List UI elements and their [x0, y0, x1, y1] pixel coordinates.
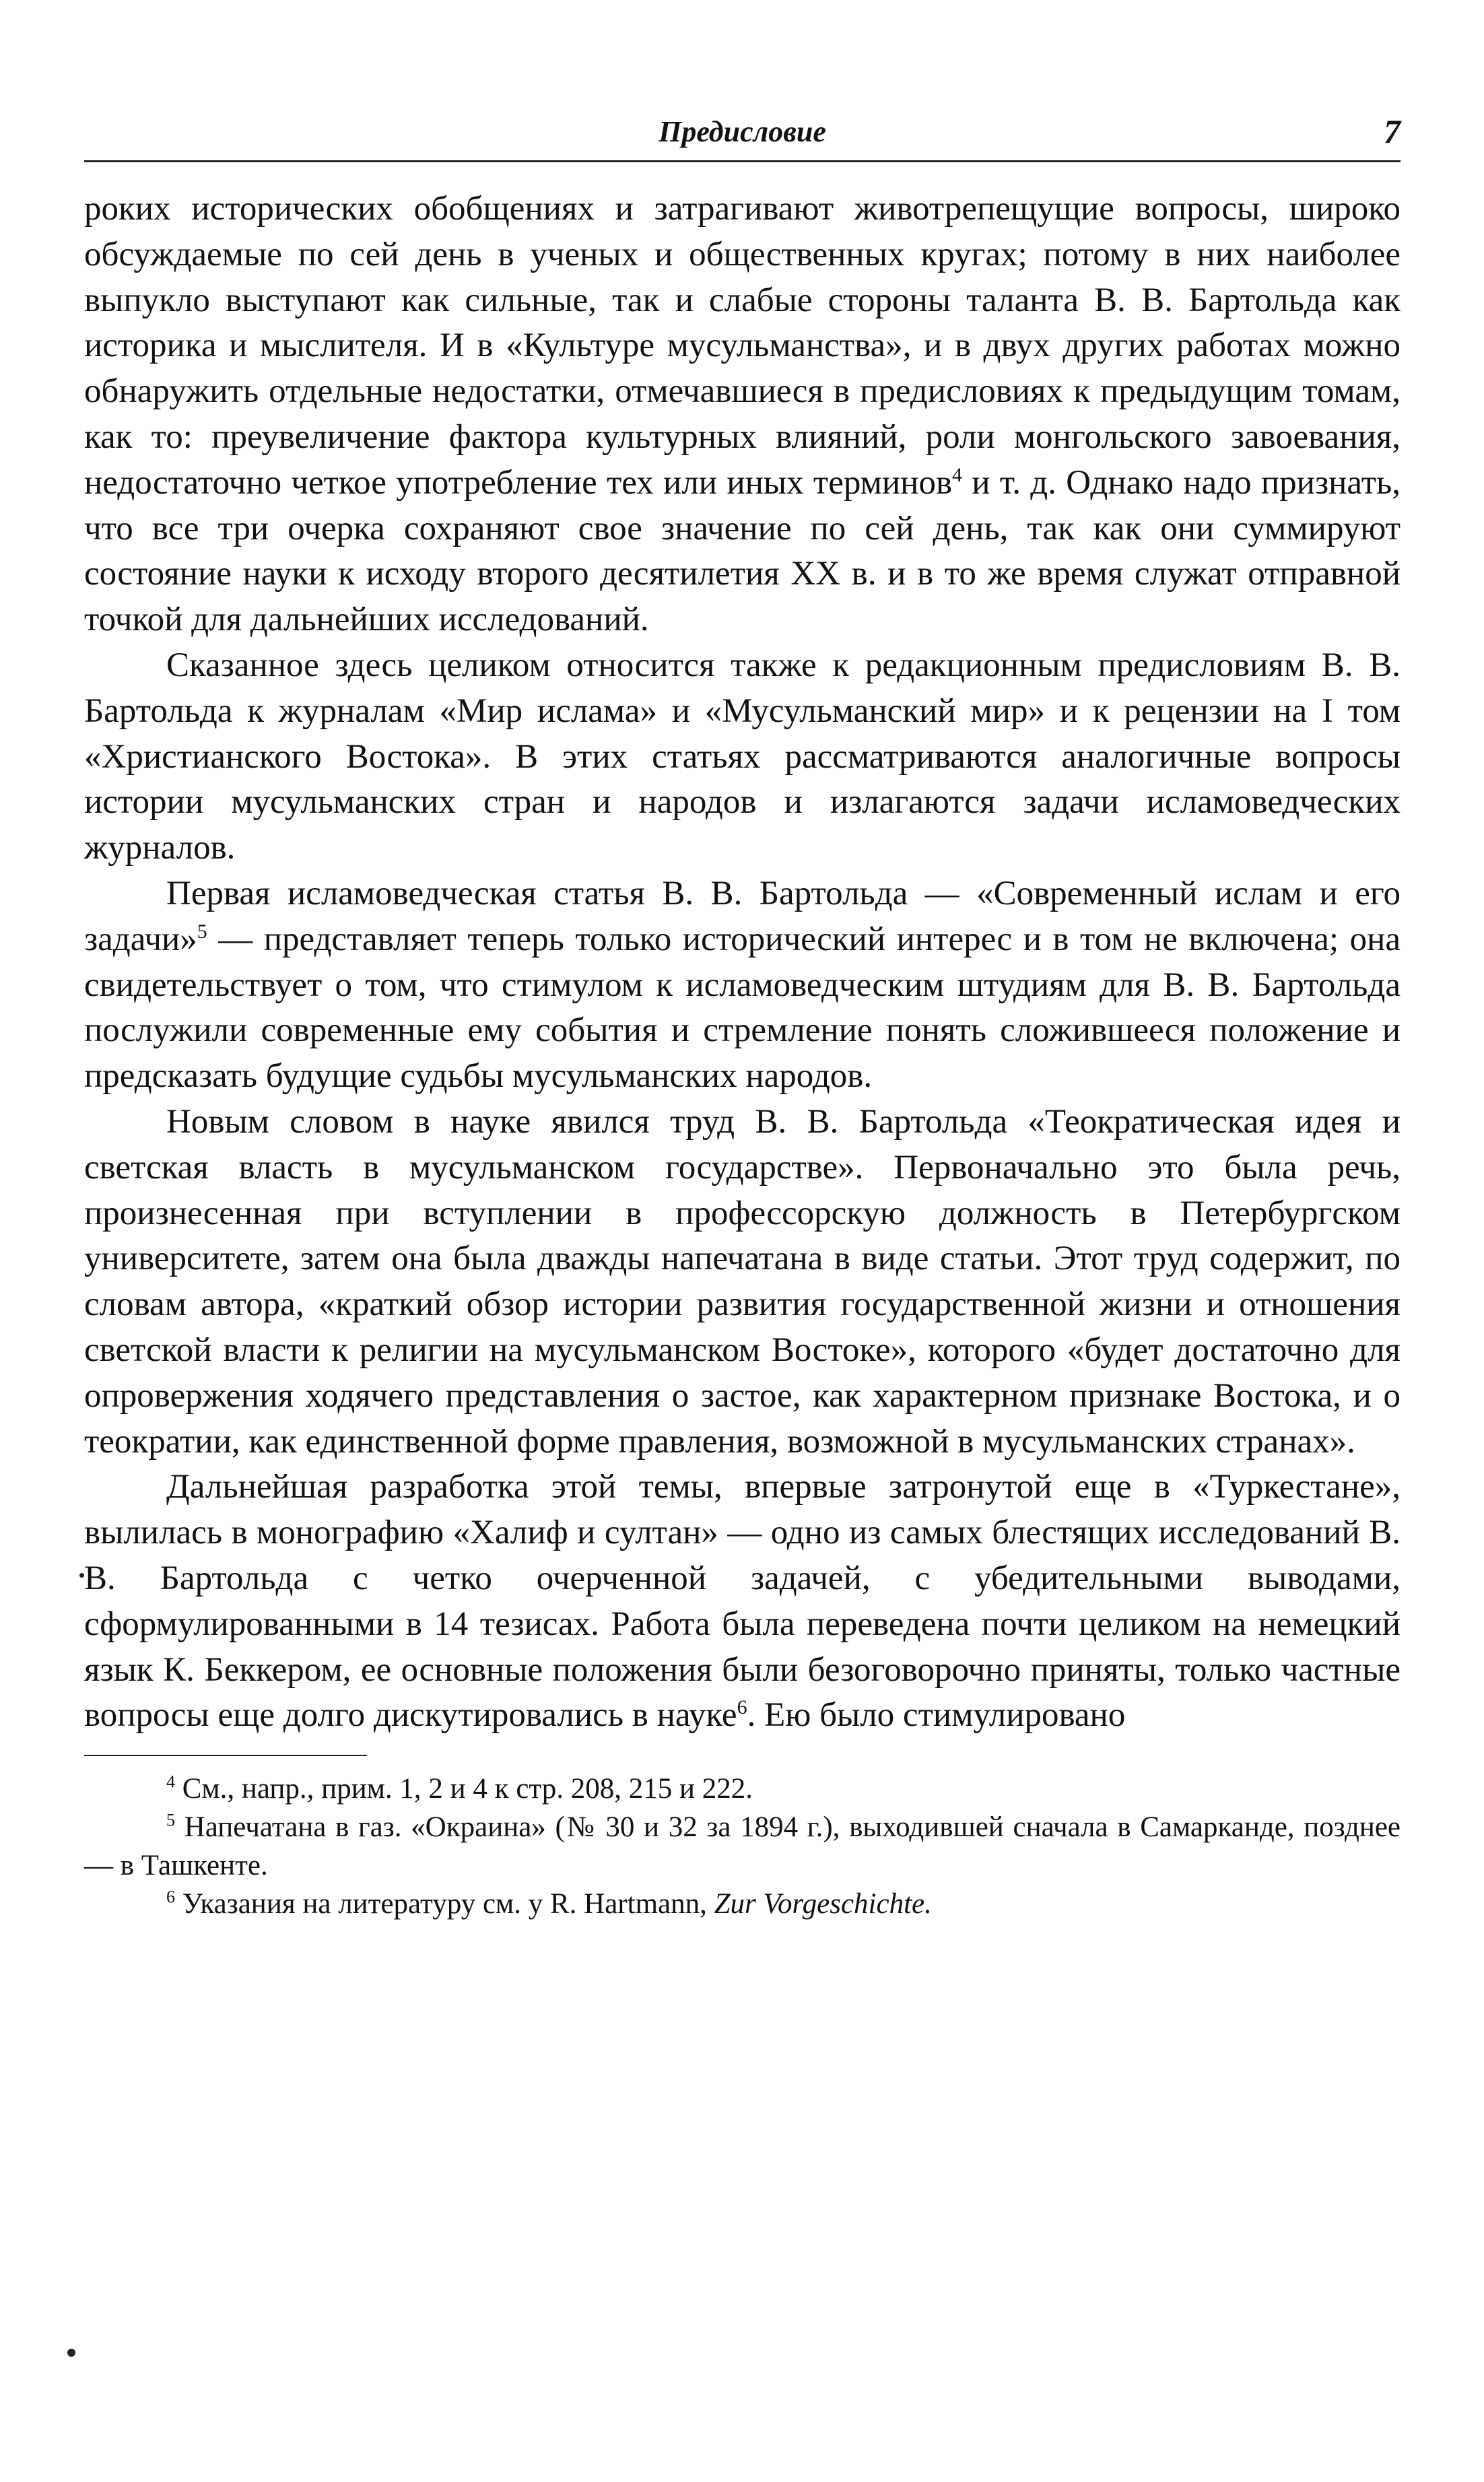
footnote-ref-4: 4 — [952, 463, 963, 486]
footnote-ref-6: 6 — [737, 1696, 747, 1719]
main-text — [84, 187, 1401, 1739]
running-title: Предисловие — [659, 115, 826, 148]
footnote-6-mark: 6 — [166, 1887, 175, 1907]
page-number: 7 — [1384, 112, 1401, 150]
footnote-4-mark: 4 — [166, 1772, 175, 1792]
footnote-6-italic: Zur Vorgeschichte. — [714, 1888, 932, 1920]
paragraph-3-text-a: Первая исламоведческая статья В. В. Бартольда — «Современный ислам и его задачи» — [84, 874, 1401, 958]
paragraph-3 — [84, 871, 1401, 1100]
footnote-ref-5: 5 — [197, 920, 207, 943]
paragraph-1-text-a: роких исторических обобщениях и затрагивают животрепещущие вопросы, широко обсуждаемые по сей день в ученых и общественных кругах; потому в них наиболее выпукло выступают как сильные, так и слабые стороны таланта В. В. Бартольда как историка и мыслителя. И в «Культуре мусульманства», и в двух других работах можно обнаружить отдельные недостатки, отмечавшиеся в предисловиях к предыдущим томам, как то: преувеличение фактора культурных влияний, роли монгольского завоевания, недостаточно четкое употребление тех или иных терминов — [84, 190, 1401, 502]
paragraph-1 — [84, 187, 1401, 643]
paragraph-4: Новым словом в науке явился труд В. В. Бартольда «Теократическая идея и светская власть в мусульманском государстве». Первоначально это была речь, произнесенная при вступлении в профессорскую должность в Петербургском университете, затем она была дважды напечатана в виде статьи. Этот труд содержит, по словам автора, «краткий обзор истории развития государственной жизни и отношения светской власти к религии на мусульманском Востоке», которого «будет достаточно для опровержения ходячего представления о застое, как характерном признаке Востока, и о теократии, как единственной форме правления, возможной в мусульманских странах». — [84, 1102, 1401, 1461]
footnote-4 — [84, 1770, 1401, 1808]
paragraph-5-text-b: . Ею было стимулировано — [747, 1696, 1126, 1735]
footnote-5 — [84, 1808, 1401, 1885]
footnote-5-mark: 5 — [166, 1810, 175, 1830]
book-page — [84, 101, 1401, 1923]
footnote-4-text: См., напр., прим. 1, 2 и 4 к стр. 208, 215 и 222. — [182, 1773, 753, 1805]
paragraph-3-text-b: — представляет теперь только исторический интерес и в том не включена; она свидетельствует о том, что стимулом к исламоведческим штудиям для В. В. Бартольда послужили современные ему события и стремление понять сложившееся положение и предсказать будущие судьбы мусульманских народов. — [84, 920, 1401, 1096]
footnote-separator — [84, 1755, 367, 1756]
paragraph-5-text-a: Дальнейшая разработка этой темы, впервые затронутой еще в «Туркестане», вылилась в монографию «Халиф и султан» — одно из самых блестящих исследований В. В. Бартольда с четко очерченной задачей, с убедительными выводами, сформулированными в 14 тезисах. Работа была переведена почти целиком на немецкий язык К. Беккером, ее основные положения были безоговорочно приняты, только частные вопросы еще долго дискутировались в науке — [84, 1468, 1401, 1735]
footnote-6 — [84, 1885, 1401, 1923]
footnotes — [84, 1770, 1401, 1923]
page-header — [84, 101, 1401, 162]
paragraph-5 — [84, 1465, 1401, 1739]
scan-speck — [79, 1573, 84, 1578]
scan-speck — [67, 2349, 75, 2357]
footnote-5-text: Напечатана в газ. «Окраина» (№ 30 и 32 за 1894 г.), выходившей сначала в Самарканде, позднее — в Ташкенте. — [84, 1811, 1401, 1882]
footnote-6-text: Указания на литературу см. у R. Hartmann, — [182, 1888, 714, 1920]
paragraph-2: Сказанное здесь целиком относится также к редакционным предисловиям В. В. Бартольда к журналам «Мир ислама» и «Мусульманский мир» и к рецензии на I том «Христианского Востока». В этих статьях рассматриваются аналогичные вопросы истории мусульманских стран и народов и излагаются задачи исламоведческих журналов. — [84, 646, 1401, 867]
paragraph-1-text-b: и т. д. Однако надо признать, что все три очерка сохраняют свое значение по сей день, так как они суммируют состояние науки к исходу второго десятилетия XX в. и в то же время служат отправной точкой для дальнейших исследований. — [84, 463, 1401, 639]
